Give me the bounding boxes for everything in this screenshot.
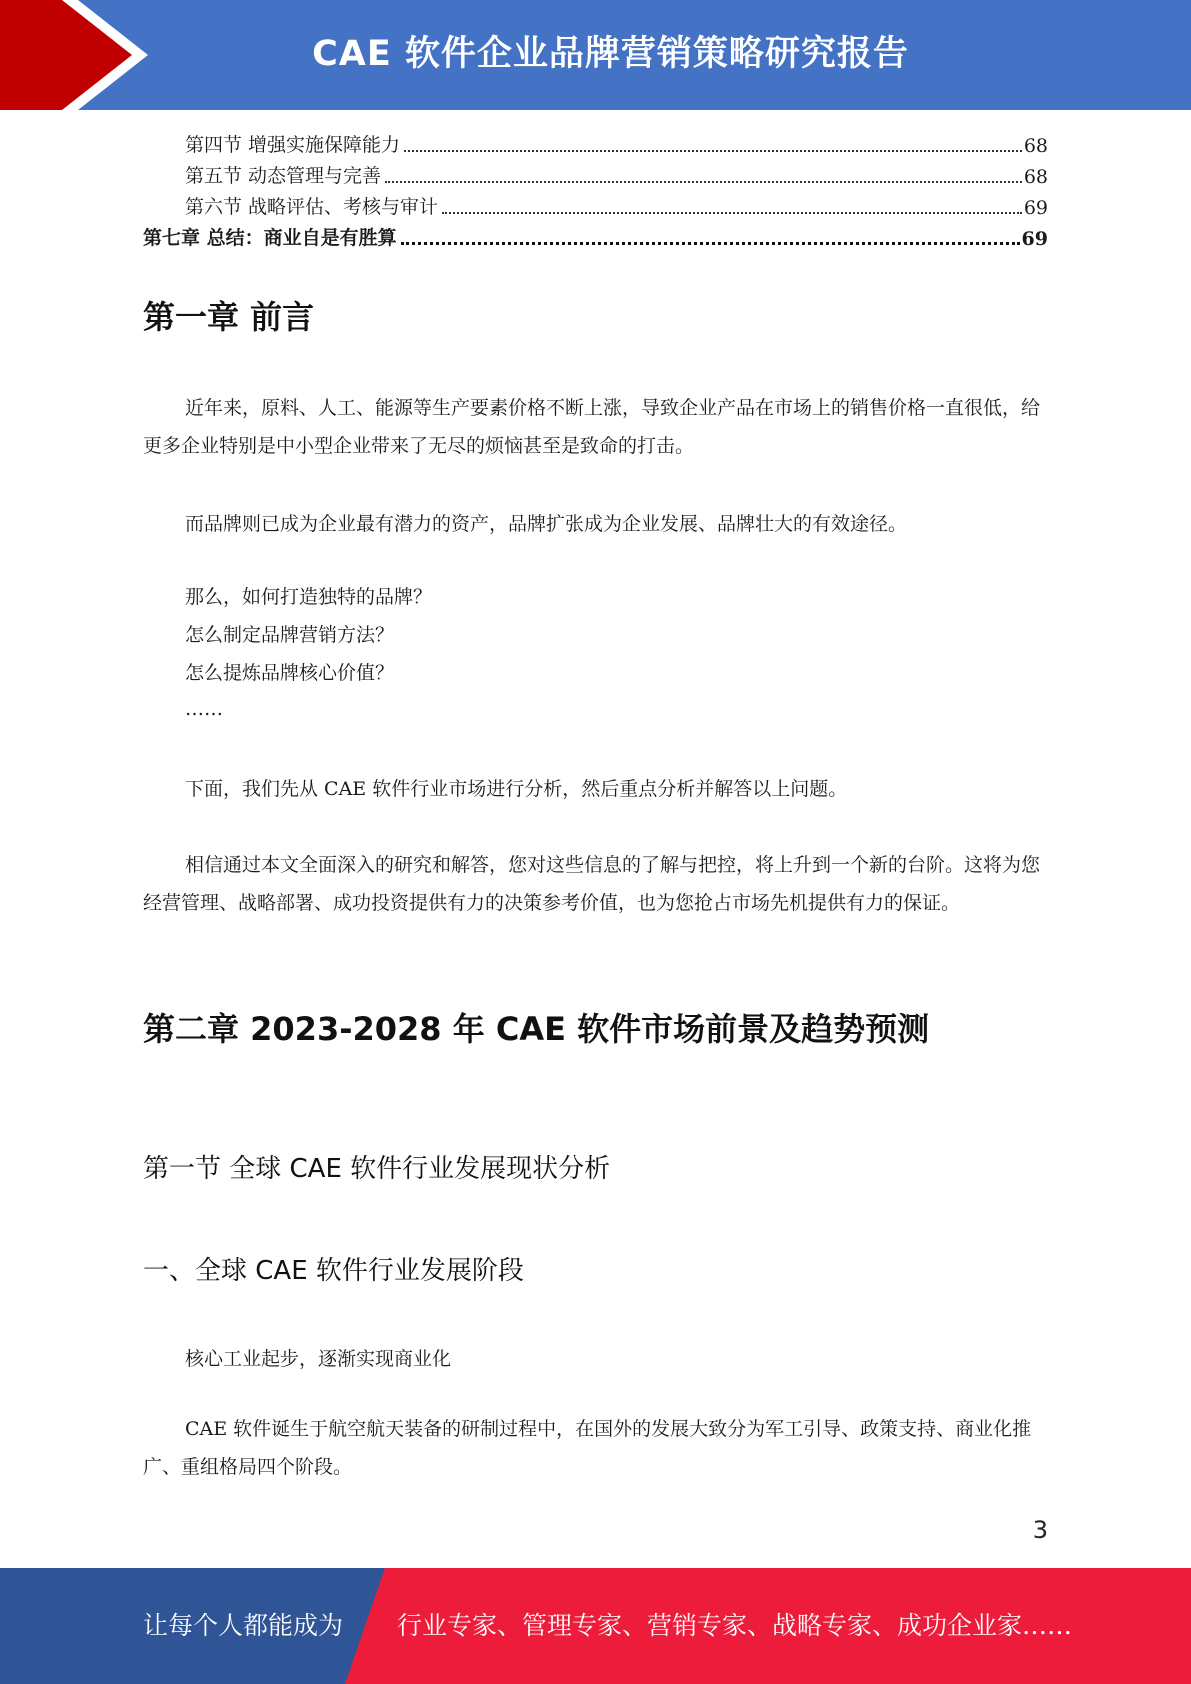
footer-slogan-left: 让每个人都能成为 [143, 1611, 344, 1640]
toc-entry-page: 69 [1023, 197, 1048, 219]
chapter-2-heading: 第二章 2023-2028 年 CAE 软件市场前景及趋势预测 [143, 1010, 930, 1048]
report-title: CAE 软件企业品牌营销策略研究报告 [312, 34, 909, 74]
footer-slogan-right: 行业专家、管理专家、营销专家、战略专家、成功企业家…… [397, 1611, 1073, 1640]
toc-entry-label: 第五节 动态管理与完善 [185, 165, 382, 187]
toc-entry-chapter[interactable] [143, 220, 1048, 250]
chapter-2-paragraph: 核心工业起步，逐渐实现商业化 [185, 1348, 452, 1370]
toc-entry-page: 69 [1021, 228, 1048, 250]
chapter-1-paragraph: 而品牌则已成为企业最有潜力的资产，品牌扩张成为企业发展、品牌壮大的有效途径。 [185, 513, 908, 535]
page-header-banner [0, 0, 1191, 110]
arrow-decoration-icon [0, 0, 160, 110]
question-line: 那么，如何打造独特的品牌？ [185, 586, 433, 608]
toc-entry[interactable] [143, 189, 1048, 219]
toc-entry-page: 68 [1023, 166, 1048, 188]
toc-entry[interactable] [143, 127, 1048, 157]
page-number: 3 [1032, 1516, 1048, 1544]
toc-entry[interactable] [143, 158, 1048, 188]
question-line: 怎么制定品牌营销方法？ [185, 624, 395, 646]
subsection-1-heading: 一、全球 CAE 软件行业发展阶段 [143, 1256, 524, 1286]
question-line: 怎么提炼品牌核心价值？ [185, 662, 395, 684]
section-1-heading: 第一节 全球 CAE 软件行业发展现状分析 [143, 1154, 611, 1184]
toc-leader-dots [442, 212, 1022, 214]
page-footer-banner [0, 1568, 1191, 1684]
chapter-1-paragraph: 相信通过本文全面深入的研究和解答，您对这些信息的了解与把控，将上升到一个新的台阶。这将为您经营管理、战略部署、成功投资提供有力的决策参考价值，也为您抢占市场先机提供有力的保证。 [143, 854, 1041, 914]
toc-entry-page: 68 [1023, 135, 1048, 157]
chapter-2-paragraph: CAE 软件诞生于航空航天装备的研制过程中，在国外的发展大致分为军工引导、政策支持、商业化推广、重组格局四个阶段。 [143, 1418, 1032, 1478]
ellipsis-line: …… [185, 698, 223, 720]
toc-leader-dots [385, 181, 1022, 183]
toc-entry-label: 第六节 战略评估、考核与审计 [185, 196, 439, 218]
toc-entry-label: 第四节 增强实施保障能力 [185, 134, 401, 156]
toc-leader-dots [401, 242, 1020, 245]
chapter-1-heading: 第一章 前言 [143, 298, 315, 336]
chapter-1-paragraph: 下面，我们先从 CAE 软件行业市场进行分析，然后重点分析并解答以上问题。 [185, 778, 848, 800]
toc-entry-label: 第七章 总结：商业自是有胜算 [143, 227, 397, 249]
toc-leader-dots [404, 150, 1022, 152]
chapter-1-paragraph: 近年来，原料、人工、能源等生产要素价格不断上涨，导致企业产品在市场上的销售价格一直很低，给更多企业特别是中小型企业带来了无尽的烦恼甚至是致命的打击。 [143, 397, 1041, 457]
